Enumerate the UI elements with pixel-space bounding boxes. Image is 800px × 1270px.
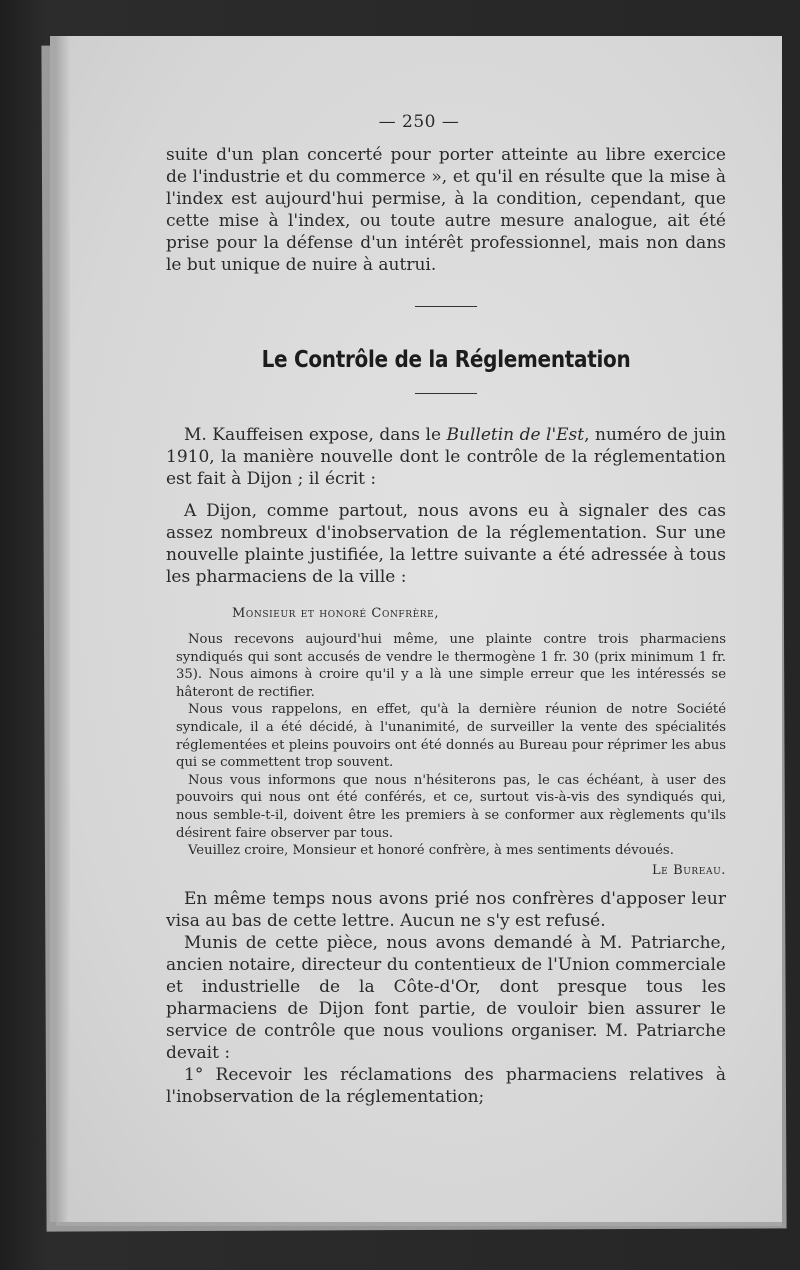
letter-paragraph: Nous vous informons que nous n'hésiterons pas, le cas échéant, à user des pouvoirs qui nous ont été conférés, et ce, surtout vis-à-vis des syndiqués qui, nous semble-t-il, doivent être les premiers à se conformer aux règlements qu'ils désirent faire observer par tous. — [176, 772, 726, 841]
page-number: — 250 — — [378, 112, 460, 132]
letter-salutation: Monsieur et honoré Confrère, — [232, 606, 440, 621]
p1-text-after: , numéro de juin 1910, la manière nouvelle dont le contrôle de la réglementation est fait à Dijon ; il écrit : — [166, 425, 726, 489]
paragraph-dijon: A Dijon, comme partout, nous avons eu à signaler des cas assez nombreux d'inobservation de la réglementation. Sur une nouvelle plainte justifiée, la lettre suivante a été adressée à tous les pharmaciens de la ville : — [166, 501, 726, 587]
intro-paragraph: suite d'un plan concerté pour porter atteinte au libre exercice de l'industrie et du commerce », et qu'il en résulte que la mise à l'index est aujourd'hui permise, à la condition, cependant, que cette mise à l'index, ou toute autre mesure analogue, ait été prise pour la défense d'un intérêt professionnel, mais non dans le but unique de nuire à autrui. — [166, 145, 726, 275]
letter-signature: Le Bureau. — [651, 862, 726, 878]
page-edge — [56, 36, 70, 1222]
paragraph-kauffeisen — [166, 424, 726, 490]
section-title: Le Contrôle de la Réglementation — [261, 345, 631, 373]
letter-paragraph: Nous recevons aujourd'hui même, une plainte contre trois pharmaciens syndiqués qui sont accusés de vendre le thermogène 1 fr. 30 (prix minimum 1 fr. 35). Nous aimons à croire qu'il y a là une simple erreur que les intéressés se hâteront de rectifier. — [176, 632, 726, 700]
page-content — [166, 144, 726, 1108]
letter-paragraph: Nous vous rappelons, en effet, qu'à la dernière réunion de notre Société syndicale, il a été décidé, à l'unanimité, de surveiller la vente des spécialités réglementées et pleins pouvoirs ont été donnés au Bureau pour réprimer les abus qui se commettent trop souvent. — [176, 702, 726, 771]
p1-text-before: M. Kauffeisen expose, dans le — [184, 425, 447, 445]
paragraph-patriarche: Munis de cette pièce, nous avons demandé à M. Patriarche, ancien notaire, directeur du contentieux de l'Union commerciale et industrielle de la Côte-d'Or, dont presque tous les pharmaciens de Dijon font partie, de vouloir bien assurer le service de contrôle que nous voulions organiser. M. Patriarche devait : — [166, 932, 726, 1063]
letter-paragraph: Veuillez croire, Monsieur et honoré confrère, à mes sentiments dévoués. — [188, 843, 674, 859]
paragraph-visa: En même temps nous avons prié nos confrères d'apposer leur visa au bas de cette lettre. Aucun ne s'y est refusé. — [166, 888, 726, 931]
bulletin-title: Bulletin de l'Est — [446, 425, 585, 445]
paragraph-item-1: 1° Recevoir les réclamations des pharmaciens relatives à l'inobservation de la réglementation; — [166, 1064, 726, 1107]
book-page — [56, 36, 782, 1222]
quoted-letter — [176, 606, 726, 878]
